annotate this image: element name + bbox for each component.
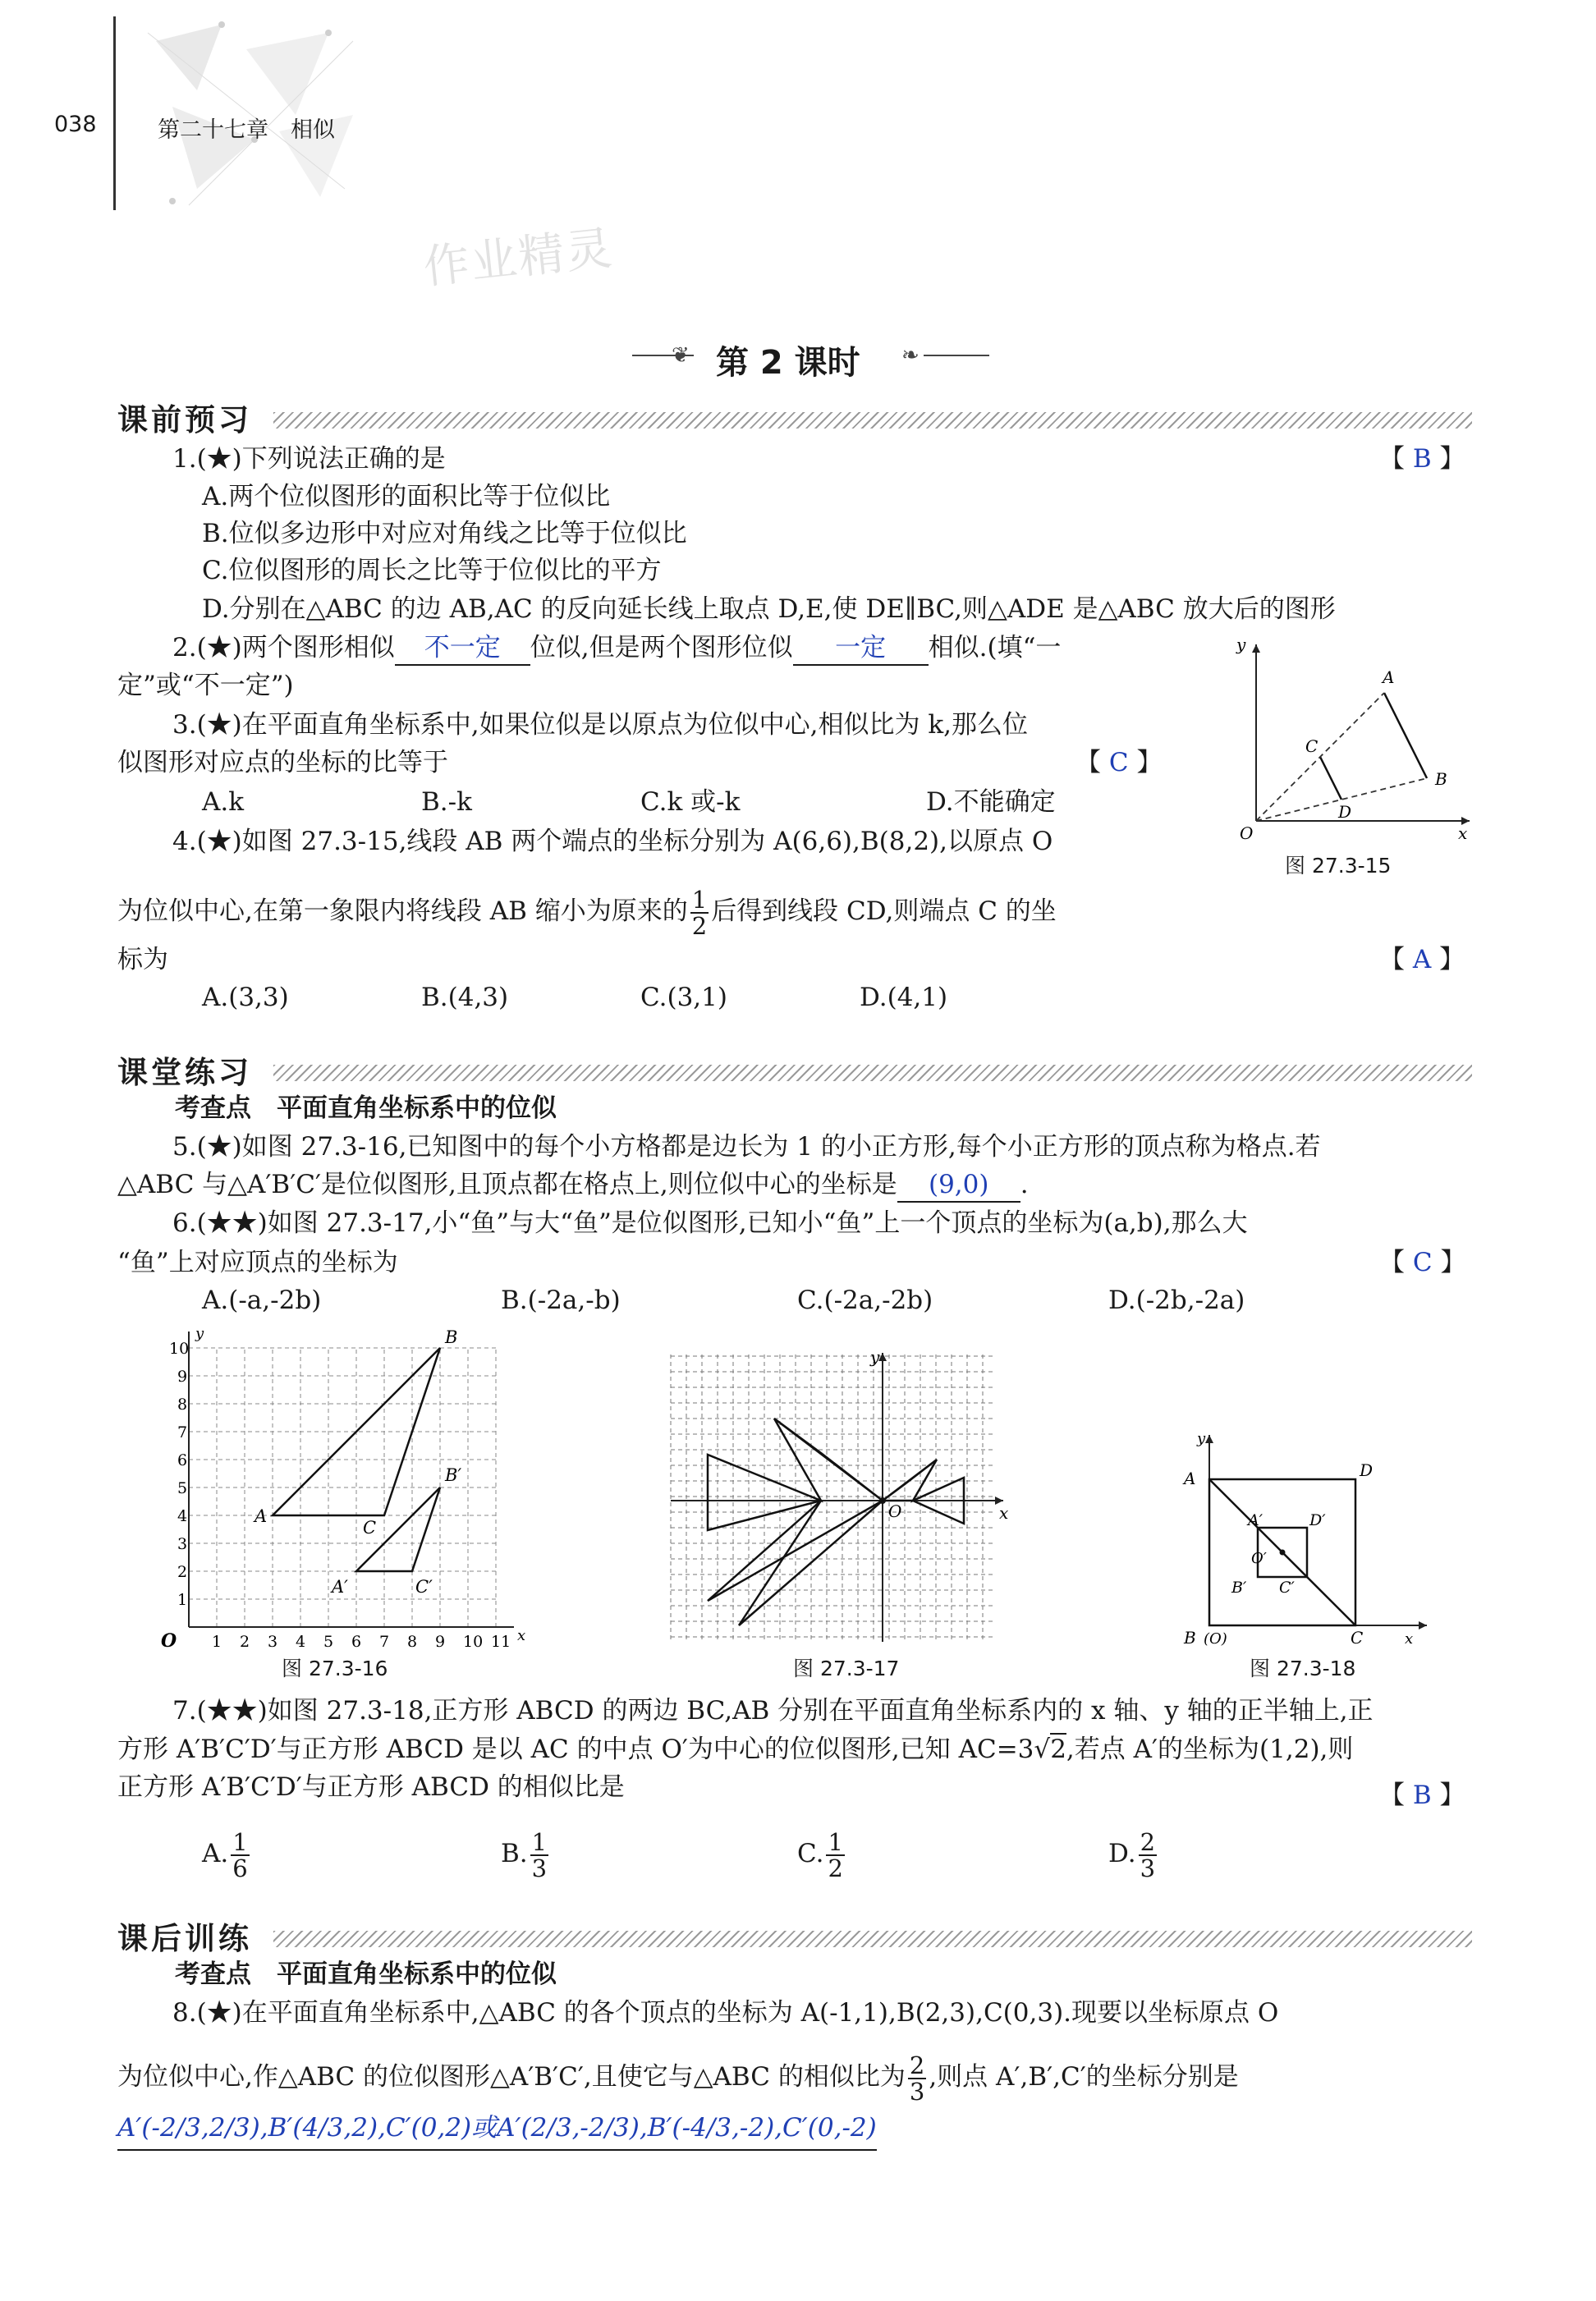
fig16-xtick: 4 (296, 1633, 306, 1651)
fig18-label-y: y (1197, 1430, 1206, 1447)
q7-option-a-den: 6 (232, 1854, 248, 1882)
q3-option-a: A.k (202, 787, 245, 817)
q7-option-d-den: 3 (1140, 1854, 1156, 1882)
figure-27-3-15 (1223, 632, 1478, 846)
page-number: 038 (54, 112, 97, 137)
fig16-point-b: B (445, 1327, 458, 1347)
q5-line2-text: △ABC 与△A′B′C′是位似图形,且顶点都在格点上,则位似中心的坐标是 (117, 1170, 897, 1199)
q5-line1: 5.(★)如图 27.3-16,已知图中的每个小方格都是边长为 1 的小正方形,每个小正方形的顶点称为格点.若 (172, 1132, 1321, 1162)
q8-frac-num: 2 (909, 2051, 925, 2079)
q6-answer: C (1412, 1248, 1433, 1277)
fig16-ytick: 5 (177, 1479, 188, 1497)
watermark: 作业精灵 (420, 222, 617, 295)
fig16-ytick: 6 (177, 1451, 188, 1469)
q7-line2 (117, 1733, 1353, 1766)
q6-option-b: B.(-2a,-b) (501, 1286, 621, 1315)
after-subhead: 考查点 平面直角坐标系中的位似 (175, 1960, 557, 1989)
fig16-ytick: 3 (177, 1535, 188, 1553)
fig16-ytick: 10 (169, 1340, 190, 1358)
q4-frac-num: 1 (691, 885, 708, 914)
lesson-title: 第 2 课时 (716, 344, 860, 382)
q7-line2a: 方形 A′B′C′D′与正方形 ABCD 是以 AC 的中点 O′为中心的位似图形,已知 AC=3 (117, 1735, 1034, 1764)
q2-part2: 位似,但是两个图形位似 (530, 633, 793, 662)
fig18-label-a: A (1184, 1469, 1196, 1488)
sqrt-icon: √ (1034, 1735, 1051, 1764)
fig16-xtick: 1 (212, 1633, 222, 1651)
q6-answer-bracket: 【 C 】 (1379, 1248, 1466, 1277)
q4-line2b: 后得到线段 CD,则端点 C 的坐 (711, 896, 1057, 926)
q8-answer: A′(-2/3,2/3),B′(4/3,2),C′(0,2)或A′(2/3,-2/3),B′(-4/3,-2),C′(0,-2) (117, 2111, 877, 2151)
q3-option-d: D.不能确定 (926, 787, 1056, 817)
fig15-point-a: A (1383, 667, 1395, 687)
q2-blank1: 不一定 (395, 631, 530, 666)
q7-option-d-label: D. (1108, 1839, 1136, 1868)
fig18-label-d: D (1360, 1460, 1374, 1480)
q7-option-d (1108, 1829, 1159, 1881)
q3-option-c: C.k 或-k (640, 787, 741, 817)
q7-line3: 正方形 A′B′C′D′与正方形 ABCD 的相似比是 (117, 1772, 625, 1802)
fig18-label-b-prime: B′ (1231, 1579, 1247, 1597)
q7-option-a-label: A. (202, 1839, 229, 1868)
q7-answer: B (1412, 1781, 1432, 1810)
fig16-point-a: A (255, 1506, 268, 1526)
section-hatch (273, 412, 1472, 429)
figure-27-3-16 (156, 1322, 542, 1658)
fig17-caption: 图 27.3-17 (793, 1657, 900, 1680)
header-vertical-rule (113, 16, 116, 210)
q8-line2b: ,则点 A′,B′,C′的坐标分别是 (929, 2062, 1239, 2092)
q7-option-c-den: 2 (828, 1854, 843, 1882)
fig16-point-b-prime: B′ (445, 1465, 462, 1485)
q5-blank: (9,0) (897, 1168, 1020, 1203)
q1-answer-bracket: 【 B 】 (1379, 444, 1465, 474)
q1-answer: B (1412, 444, 1432, 474)
fig18-label-a-prime: A′ (1248, 1511, 1264, 1529)
q1-option-a: A.两个位似图形的面积比等于位似比 (202, 482, 611, 511)
q4-option-c: C.(3,1) (640, 983, 727, 1012)
fig16-xtick: 8 (407, 1633, 418, 1651)
q6-option-c: C.(-2a,-2b) (797, 1286, 933, 1315)
section-practice-title: 课堂练习 (117, 1053, 260, 1093)
q3-answer: C (1108, 748, 1129, 777)
fig15-label-y: y (1236, 635, 1246, 654)
fig16-label-x: x (517, 1627, 526, 1644)
q7-option-b-num: 1 (531, 1827, 548, 1856)
fig16-xtick: 10 (463, 1633, 484, 1651)
q1-option-d: D.分别在△ABC 的边 AB,AC 的反向延长线上取点 D,E,使 DE∥BC,则△ADE 是△ABC 放大后的图形 (202, 594, 1336, 624)
q4-option-b: B.(4,3) (421, 983, 509, 1012)
fig18-label-c: C (1351, 1628, 1364, 1648)
q4-answer: A (1412, 945, 1432, 974)
fig17-label-o: O (888, 1501, 902, 1521)
q1-option-c: C.位似图形的周长之比等于位似比的平方 (202, 556, 662, 585)
fig18-label-o-prime: O′ (1251, 1550, 1267, 1567)
q2-line2: 定”或“不一定”) (117, 671, 294, 700)
q2-blank2: 一定 (793, 631, 929, 666)
title-ornament-left-icon: ❦ (672, 343, 690, 368)
q4-line3: 标为 (117, 945, 168, 974)
q1-option-b: B.位似多边形中对应对角线之比等于位似比 (202, 519, 687, 548)
section-hatch (273, 1931, 1472, 1947)
fig15-point-b: B (1435, 769, 1447, 789)
q6-line2: “鱼”上对应顶点的坐标为 (117, 1248, 398, 1277)
q4-option-d: D.(4,1) (860, 983, 948, 1012)
q7-option-b (501, 1829, 551, 1881)
section-hatch (273, 1065, 1472, 1081)
q7-option-c (797, 1829, 847, 1881)
figure-27-3-18 (1172, 1428, 1435, 1650)
practice-subhead: 考查点 平面直角坐标系中的位似 (175, 1093, 557, 1123)
q3-line2: 似图形对应点的坐标的比等于 (117, 748, 448, 777)
fig18-label-x: x (1405, 1630, 1414, 1648)
q2-line1 (172, 631, 1061, 666)
q4-answer-bracket: 【 A 】 (1379, 945, 1465, 974)
section-preview (117, 401, 1472, 440)
q7-option-a (202, 1829, 252, 1881)
q8-fraction (908, 2053, 926, 2104)
fig17-label-x: x (999, 1503, 1009, 1523)
q7-option-c-num: 1 (828, 1827, 843, 1856)
fig16-label-y: y (195, 1325, 204, 1342)
fig15-label-o: O (1240, 823, 1254, 843)
q8-line2a: 为位似中心,作△ABC 的位似图形△A′B′C′,且使它与△ABC 的相似比为 (117, 2062, 906, 2092)
fig18-label-b: B (1184, 1628, 1196, 1648)
q4-line1: 4.(★)如图 27.3-15,线段 AB 两个端点的坐标分别为 A(6,6),B(8,2),以原点 O (172, 827, 1053, 856)
q7-option-b-label: B. (501, 1839, 528, 1868)
fig18-caption: 图 27.3-18 (1250, 1657, 1356, 1680)
fig16-point-a-prime: A′ (332, 1577, 348, 1597)
q4-fraction (690, 887, 709, 938)
fig18-label-c-prime: C′ (1279, 1579, 1295, 1597)
q4-line2a: 为位似中心,在第一象限内将线段 AB 缩小为原来的 (117, 896, 688, 926)
q2-part1: 2.(★)两个图形相似 (172, 633, 395, 662)
q7-sqrt-value: 2 (1050, 1735, 1066, 1764)
q8-line2 (117, 2052, 1239, 2104)
q2-part3: 相似.(填“一 (928, 633, 1062, 662)
q5-end: . (1020, 1170, 1029, 1199)
section-preview-title: 课前预习 (117, 401, 260, 440)
section-after-title: 课后训练 (117, 1919, 260, 1959)
fig16-label-o: O (161, 1630, 177, 1652)
q7-option-c-label: C. (797, 1839, 824, 1868)
q4-option-a: A.(3,3) (202, 983, 289, 1012)
title-ornament-right (924, 355, 989, 356)
fig16-ytick: 4 (177, 1507, 188, 1525)
q4-line2 (117, 887, 1057, 938)
q7-answer-bracket: 【 B 】 (1379, 1781, 1465, 1810)
q8-line1: 8.(★)在平面直角坐标系中,△ABC 的各个顶点的坐标为 A(-1,1),B(2,3),C(0,3).现要以坐标原点 O (172, 1998, 1279, 2028)
fig16-xtick: 7 (379, 1633, 390, 1651)
fig15-segment-cd (1320, 757, 1341, 800)
fig16-ytick: 2 (177, 1563, 188, 1581)
fig16-ytick: 1 (177, 1591, 188, 1609)
fig15-label-x: x (1458, 823, 1468, 843)
fig18-label-d-prime: D′ (1309, 1511, 1326, 1529)
fig15-segment-ab (1384, 693, 1427, 778)
fig15-point-c: C (1305, 736, 1319, 756)
q3-line1: 3.(★)在平面直角坐标系中,如果位似是以原点为位似中心,相似比为 k,那么位 (172, 710, 1028, 740)
fig17-label-y: y (870, 1347, 880, 1367)
q6-line1: 6.(★★)如图 27.3-17,小“鱼”与大“鱼”是位似图形,已知小“鱼”上一个顶点的坐标为(a,b),那么大 (172, 1208, 1248, 1238)
title-ornament-right-icon: ❧ (901, 343, 920, 368)
fig16-point-c: C (363, 1518, 377, 1538)
q7-line2b: ,若点 A′的坐标为(1,2),则 (1066, 1735, 1354, 1764)
q8-frac-den: 3 (909, 2077, 925, 2106)
fig15-point-d: D (1338, 802, 1352, 822)
fig16-xtick: 6 (351, 1633, 362, 1651)
fig16-caption: 图 27.3-16 (282, 1657, 388, 1680)
section-after (117, 1919, 1472, 1959)
q7-option-d-num: 2 (1140, 1827, 1156, 1856)
q7-option-b-den: 3 (531, 1854, 548, 1882)
chapter-title: 第二十七章 相似 (158, 117, 335, 143)
fig16-ytick: 7 (177, 1423, 188, 1442)
fig16-ytick: 9 (177, 1368, 188, 1386)
fig16-point-c-prime: C′ (415, 1577, 433, 1597)
q5-line2 (117, 1168, 1029, 1203)
q7-option-a-num: 1 (232, 1827, 248, 1856)
fig16-xtick: 9 (435, 1633, 446, 1651)
fig15-ray-oa (1256, 693, 1384, 821)
fig16-xtick: 3 (268, 1633, 278, 1651)
q3-answer-bracket: 【 C 】 (1075, 748, 1163, 777)
fig18-label-origin: (O) (1204, 1630, 1227, 1648)
q6-option-d: D.(-2b,-2a) (1108, 1286, 1245, 1315)
q7-line1: 7.(★★)如图 27.3-18,正方形 ABCD 的两边 BC,AB 分别在平面直角坐标系内的 x 轴、y 轴的正半轴上,正 (172, 1696, 1374, 1726)
figure-27-3-17 (667, 1346, 1011, 1650)
fig15-caption: 图 27.3-15 (1285, 854, 1392, 878)
fig16-xtick: 11 (491, 1633, 511, 1651)
q1-stem: 1.(★)下列说法正确的是 (172, 444, 446, 474)
fig16-ytick: 8 (177, 1396, 188, 1414)
fig16-xtick: 2 (240, 1633, 250, 1651)
q6-option-a: A.(-a,-2b) (202, 1286, 322, 1315)
section-practice (117, 1053, 1472, 1093)
q4-frac-den: 2 (691, 911, 708, 940)
q3-option-b: B.-k (421, 787, 472, 817)
fig16-xtick: 5 (323, 1633, 334, 1651)
